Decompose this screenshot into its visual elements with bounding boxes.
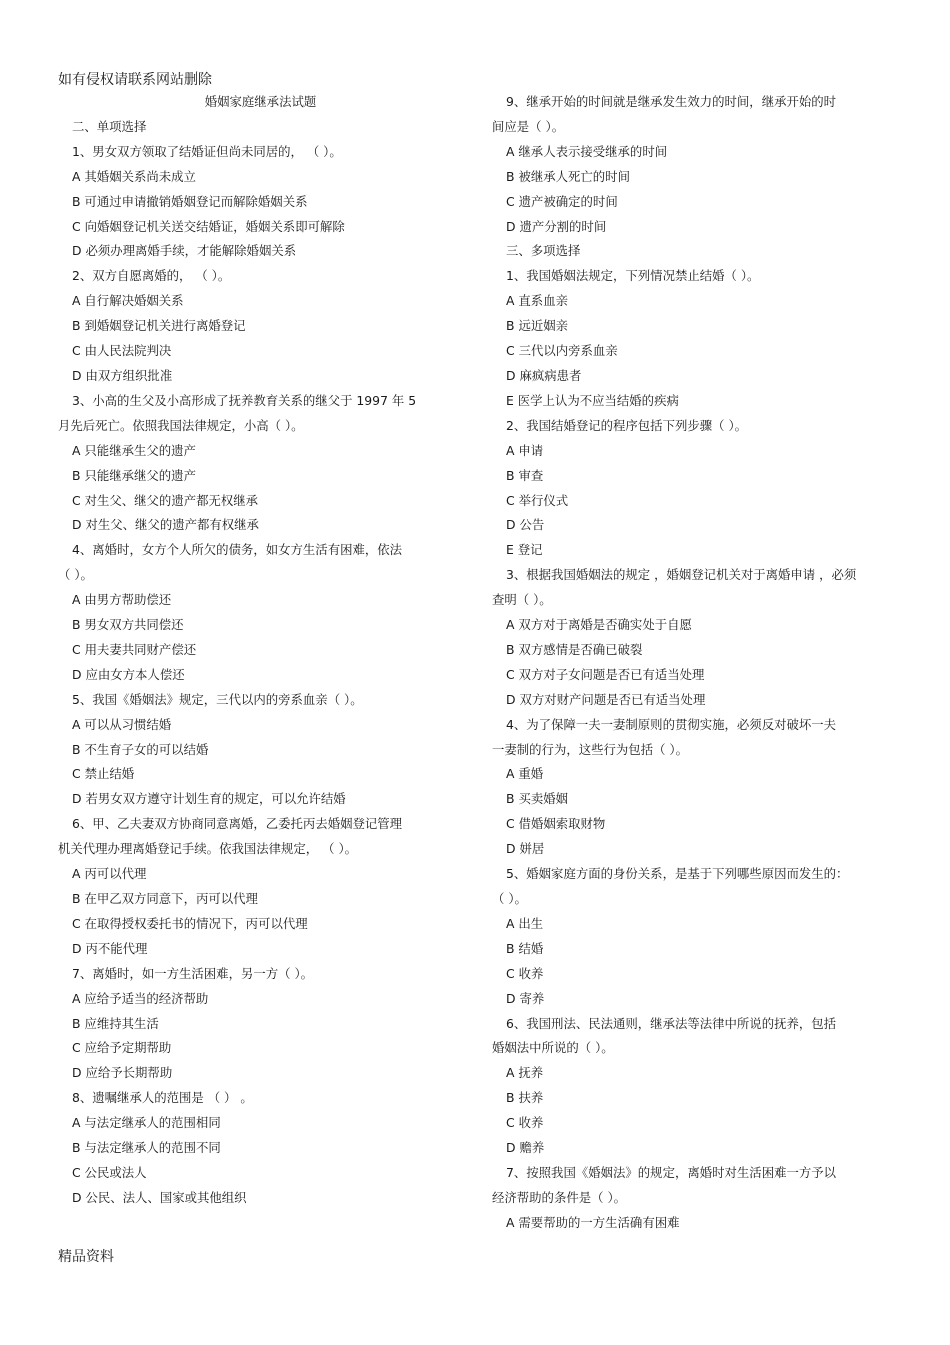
right-column-line: 4、为了保障一夫一妻制原则的贯彻实施，必须反对破坏一夫 [506, 716, 837, 732]
right-column-line: C 收养 [506, 965, 544, 981]
right-column-line: 间应是（ ）。 [492, 118, 565, 134]
left-column-line: D 对生父、继父的遗产都有权继承 [72, 517, 259, 533]
right-column [492, 90, 897, 1236]
right-column-line: B 被继承人死亡的时间 [506, 168, 630, 184]
left-column-line: C 公民或法人 [72, 1164, 147, 1180]
right-column-line: C 收养 [506, 1115, 544, 1131]
left-column-line: C 向婚姻登记机关送交结婚证，婚姻关系即可解除 [72, 218, 345, 234]
right-column-line: A 出生 [506, 915, 544, 931]
right-column-line: 三、多项选择 [506, 243, 581, 259]
right-column-line: D 双方对财产问题是否已有适当处理 [506, 691, 706, 707]
right-column-line: （ ）。 [492, 891, 527, 906]
right-column-line: B 结婚 [506, 940, 544, 956]
left-column-line: 4、离婚时，女方个人所欠的债务，如女方生活有困难，依法 [72, 542, 403, 558]
right-column-line: C 遗产被确定的时间 [506, 193, 618, 209]
right-column-line: C 借婚姻索取财物 [506, 816, 606, 832]
left-column-line: 5、我国《婚姻法》规定，三代以内的旁系血亲（ ）。 [72, 691, 363, 707]
right-column-line: E 登记 [506, 542, 543, 558]
left-column-line: C 禁止结婚 [72, 766, 135, 782]
left-column-line: D 应给予长期帮助 [72, 1065, 173, 1081]
left-column-line: （ ）。 [58, 567, 93, 583]
left-column-line: D 丙不能代理 [72, 940, 148, 956]
right-column-line: A 抚养 [506, 1065, 544, 1081]
left-column-line: B 可通过申请撤销婚姻登记而解除婚姻关系 [72, 193, 308, 209]
right-column-line: D 麻疯病患者 [506, 367, 582, 383]
right-column-line: 1、我国婚姻法规定，下列情况禁止结婚（ ）。 [506, 268, 760, 284]
right-column-line: B 买卖婚姻 [506, 791, 569, 807]
right-column-line: D 姘居 [506, 841, 545, 857]
right-column-line: 婚姻法中所说的（ ）。 [492, 1040, 614, 1056]
right-column-line: B 双方感情是否确已破裂 [506, 641, 643, 657]
left-column-line: 7、离婚时，如一方生活困难，另一方（ ）。 [72, 965, 314, 981]
left-column-line: 婚姻家庭继承法试题 [204, 94, 317, 109]
right-column-line: D 寄养 [506, 990, 545, 1006]
footer-note: 精品资料 [58, 1249, 114, 1265]
left-column-line: D 公民、法人、国家或其他组织 [72, 1189, 247, 1205]
left-column-line: C 由人民法院判决 [72, 343, 172, 359]
left-column-line: A 应给予适当的经济帮助 [72, 990, 209, 1006]
right-column-line: E 医学上认为不应当结婚的疾病 [506, 392, 679, 408]
left-column-line: 机关代理办理离婚登记手续。依我国法律规定， （ ）。 [58, 841, 358, 857]
left-column-line: A 只能继承生父的遗产 [72, 442, 196, 458]
right-column-line: 9、继承开始的时间就是继承发生效力的时间，继承开始的时 [506, 94, 837, 109]
right-column-line: A 需要帮助的一方生活确有困难 [506, 1214, 680, 1230]
left-column-line: 2、双方自愿离婚的， （ ）。 [72, 268, 231, 284]
right-column-line: C 双方对子女问题是否已有适当处理 [506, 666, 705, 682]
left-column-line: 1、男女双方领取了结婚证但尚未同居的， （ ）。 [72, 143, 342, 159]
left-column-line: A 自行解决婚姻关系 [72, 293, 184, 309]
right-column-line: C 三代以内旁系血亲 [506, 343, 618, 359]
left-column-line: B 在甲乙双方同意下，丙可以代理 [72, 891, 258, 906]
left-column-line: 8、遗嘱继承人的范围是 （ ） 。 [72, 1090, 253, 1106]
left-column-line: A 丙可以代理 [72, 866, 147, 882]
right-column-line: 5、婚姻家庭方面的身份关系，是基于下列哪些原因而发生的： [506, 866, 849, 882]
right-column-line: A 重婚 [506, 766, 544, 782]
right-column-line: A 继承人表示接受继承的时间 [506, 143, 668, 159]
right-column-line: B 审查 [506, 467, 544, 483]
right-column-line: C 举行仪式 [506, 492, 569, 508]
left-column-line: 月先后死亡。依照我国法律规定，小高（ ）。 [58, 417, 304, 433]
right-column-line: 经济帮助的条件是（ ）。 [492, 1189, 627, 1205]
right-column-line: B 远近姻亲 [506, 318, 569, 334]
left-column-line: B 只能继承继父的遗产 [72, 467, 196, 483]
left-column-line: D 若男女双方遵守计划生育的规定，可以允许结婚 [72, 791, 346, 807]
left-column [58, 90, 463, 1211]
right-column-line: A 直系血亲 [506, 293, 568, 309]
right-column-line: A 申请 [506, 442, 544, 458]
left-column-line: C 应给予定期帮助 [72, 1040, 172, 1056]
right-column-line: D 公告 [506, 517, 545, 533]
right-column-line: 6、我国刑法、民法通则，继承法等法律中所说的抚养，包括 [506, 1015, 837, 1031]
left-column-line: D 应由女方本人偿还 [72, 666, 185, 682]
left-column-line: A 由男方帮助偿还 [72, 592, 172, 608]
left-column-line: C 在取得授权委托书的情况下，丙可以代理 [72, 915, 308, 931]
right-column-line: B 扶养 [506, 1090, 544, 1106]
left-column-line: D 由双方组织批准 [72, 367, 173, 383]
right-column-line: D 赡养 [506, 1140, 545, 1156]
left-column-line: 6、甲、乙夫妻双方协商同意离婚，乙委托丙去婚姻登记管理 [72, 816, 403, 832]
left-column-line: C 用夫妻共同财产偿还 [72, 641, 197, 657]
left-column-line: B 不生育子女的可以结婚 [72, 741, 209, 757]
left-column-line: B 男女双方共同偿还 [72, 617, 184, 633]
left-column-line: 二、单项选择 [72, 118, 147, 134]
right-column-line: A 双方对于离婚是否确实处于自愿 [506, 617, 692, 633]
left-column-line: C 对生父、继父的遗产都无权继承 [72, 492, 259, 508]
left-column-line: B 应维持其生活 [72, 1015, 159, 1031]
right-column-line: D 遗产分割的时间 [506, 218, 607, 234]
header-note: 如有侵权请联系网站删除 [58, 72, 212, 88]
left-column-line: B 与法定继承人的范围不同 [72, 1140, 221, 1156]
left-column-line: B 到婚姻登记机关进行离婚登记 [72, 318, 246, 334]
left-column-line: A 可以从习惯结婚 [72, 716, 172, 732]
right-column-line: 2、我国结婚登记的程序包括下列步骤（ ）。 [506, 417, 748, 433]
right-column-line: 3、根据我国婚姻法的规定 ，婚姻登记机关对于离婚申请 ，必须 [506, 567, 857, 583]
left-column-line: 3、小高的生父及小高形成了抚养教育关系的继父于 1997 年 5 [72, 392, 417, 408]
left-column-line: A 与法定继承人的范围相同 [72, 1115, 221, 1131]
left-column-line: A 其婚姻关系尚未成立 [72, 168, 196, 184]
right-column-line: 一妻制的行为，这些行为包括（ ）。 [492, 741, 688, 757]
right-column-line: 7、按照我国《婚姻法》的规定，离婚时对生活困难一方予以 [506, 1164, 837, 1180]
right-column-line: 查明（ ）。 [492, 592, 552, 608]
left-column-line: D 必须办理离婚手续，才能解除婚姻关系 [72, 243, 297, 259]
